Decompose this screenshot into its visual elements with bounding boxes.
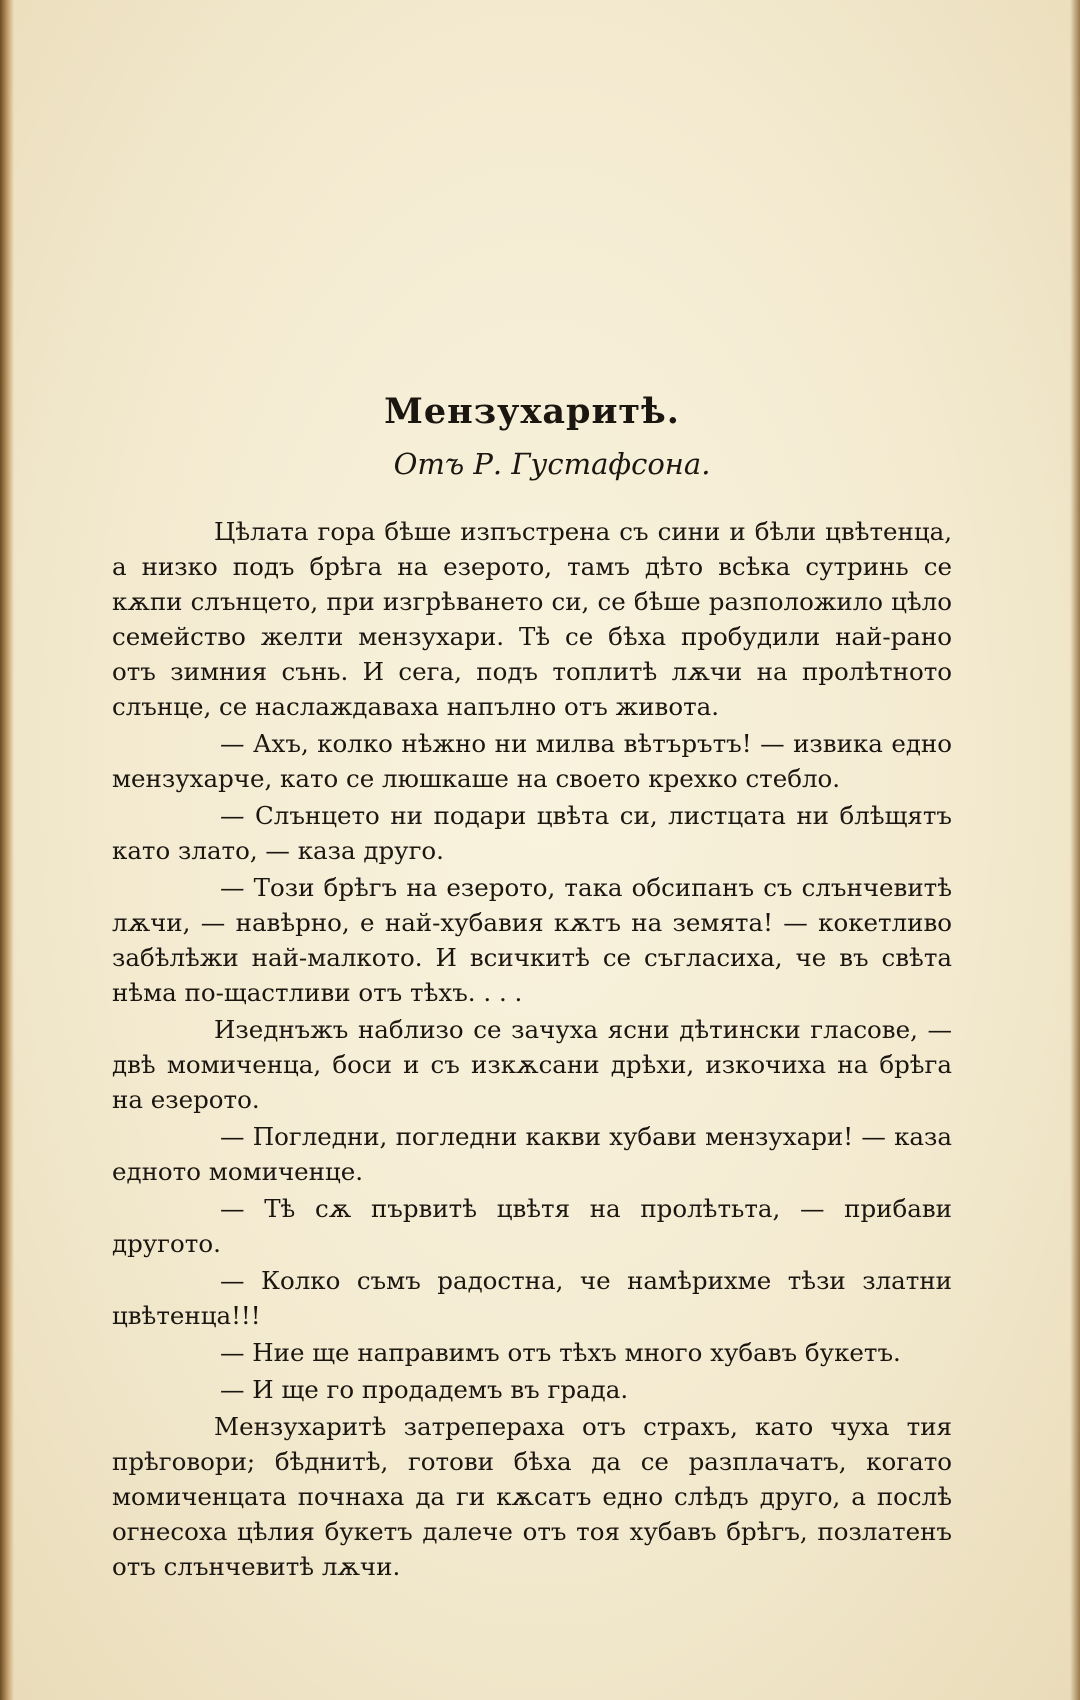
paragraph-1: Цѣлата гора бѣше изпъстрена съ сини и бѣли цвѣтенца, а низко подъ брѣга на езерото, тамъ дѣто всѣка сутринь се кѫпи слънцето, при изгрѣването си, се бѣше разположило цѣло семейство желти мензухари. Тѣ се бѣха пробудили най-рано отъ зимния сънь. И сега, подъ топлитѣ лѫчи на пролѣтното слънце, се наслаждаваха напълно отъ живота.	[112, 517, 952, 721]
paragraph-4: — Този брѣгъ на езерото, така обсипанъ съ слънчевитѣ лѫчи, — навѣрно, е най-хубавия кѫтъ на земята! — кокетливо забѣлѣжи най-малкото. И всичкитѣ се съгласиха, че въ свѣта нѣма по-щастливи отъ тѣхъ. . . .	[112, 873, 952, 1007]
paragraph-11: Мензухаритѣ затрепераха отъ страхъ, като чуха тия прѣговори; бѣднитѣ, готови бѣха да се разплачатъ, когато момиченцата почнаха да ги кѫсатъ едно слѣдъ друго, а послѣ огнесоха цѣлия букетъ далече отъ тоя хубавъ брѣгъ, позлатенъ отъ слънчевитѣ лѫчи.	[112, 1412, 952, 1581]
page-edge-right	[1070, 0, 1080, 1700]
paragraph-3: — Слънцето ни подари цвѣта си, листцата ни блѣщятъ като злато, — каза друго.	[112, 801, 952, 865]
article-body	[112, 514, 952, 1584]
article-title: Мензухаритѣ.	[384, 391, 680, 432]
paragraph-7: — Тѣ сѫ първитѣ цвѣтя на пролѣтьта, — прибави другото.	[112, 1194, 952, 1258]
paragraph-9: — Ние ще направимъ отъ тѣхъ много хубавъ букетъ.	[220, 1338, 901, 1367]
paragraph-6: — Погледни, погледни какви хубави мензухари! — каза едното момиченце.	[112, 1122, 952, 1186]
page-edge-left	[0, 0, 14, 1700]
paragraph-10: — И ще го продадемъ въ града.	[220, 1375, 629, 1404]
paragraph-5: Изеднъжъ наблизо се зачуха ясни дѣтински гласове, — двѣ момиченца, боси и съ изкѫсани дрѣхи, изкочиха на брѣга на езерото.	[112, 1015, 952, 1114]
paragraph-8: — Колко съмъ радостна, че намѣрихме тѣзи златни цвѣтенца!!!	[112, 1266, 952, 1330]
article	[112, 388, 952, 1586]
article-author: Отъ Р. Густафсона.	[393, 447, 711, 481]
paragraph-2: — Ахъ, колко нѣжно ни милва вѣтърътъ! — извика едно мензухарче, като се люшкаше на своето крехко стебло.	[112, 729, 952, 793]
